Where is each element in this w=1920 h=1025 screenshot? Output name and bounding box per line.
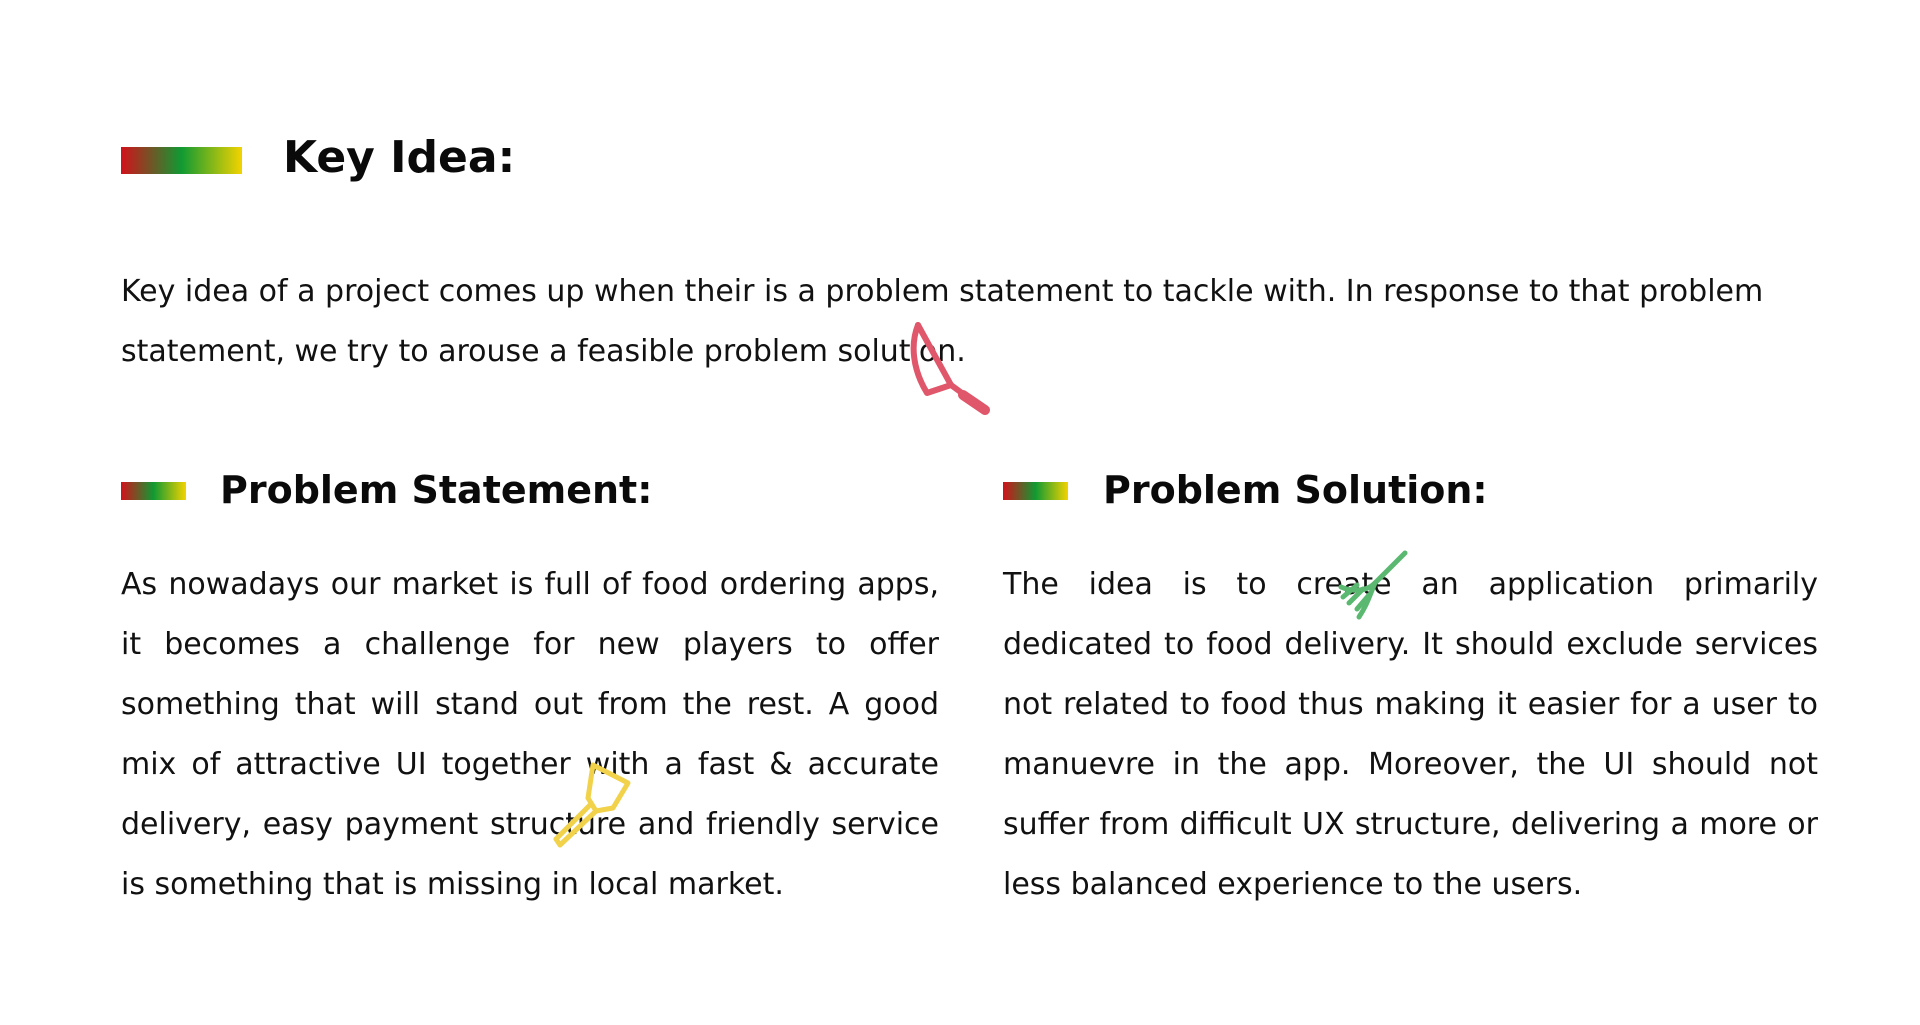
problem-statement-heading: Problem Statement:: [220, 468, 653, 512]
key-idea-accent-bar: [121, 147, 242, 174]
key-idea-paragraph: Key idea of a project comes up when their is a problem statement to tackle with. In response to that problem statement, we try to arouse a feasible problem solution.: [121, 274, 1764, 369]
knife-icon: [905, 315, 995, 415]
problem-statement-paragraph: As nowadays our market is full of food ordering apps, it becomes a challenge for new players to offer something that will stand out from the rest. A good mix of attractive UI together with a fast & accurate delivery, easy payment structure and friendly service is something that is missing in local market.: [121, 567, 939, 902]
problem-solution-heading: Problem Solution:: [1103, 468, 1488, 512]
key-idea-heading: Key Idea:: [283, 132, 516, 183]
problem-solution-paragraph: The idea is to create an application primarily dedicated to food delivery. It should exclude services not related to food thus making it easier for a user to manuevre in the app. Moreover, the UI should not suffer from difficult UX structure, delivering a more or less balanced experience to the users.: [1003, 567, 1818, 902]
problem-statement-accent-bar: [121, 482, 186, 500]
fork-icon: [1325, 547, 1415, 627]
problem-solution-accent-bar: [1003, 482, 1068, 500]
spoon-icon: [548, 753, 638, 853]
